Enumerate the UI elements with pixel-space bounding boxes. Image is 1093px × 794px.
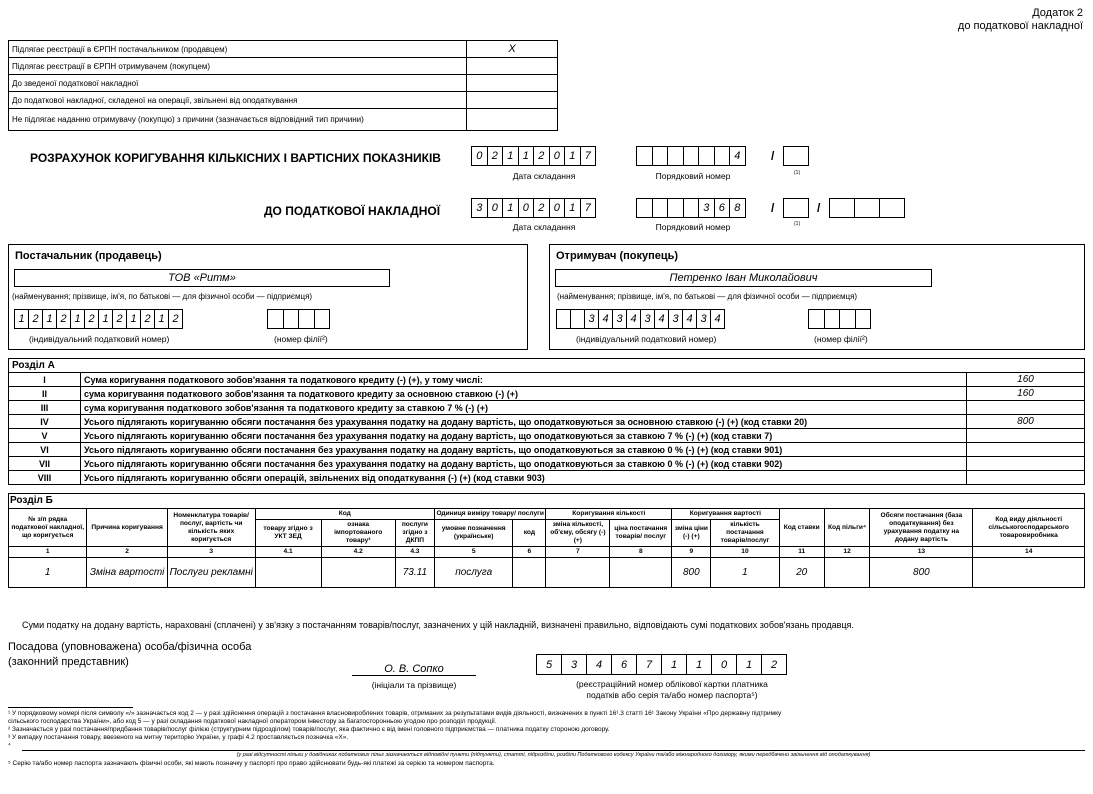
invoice-number-label: Порядковий номер [655, 222, 731, 232]
column-number: 12 [824, 547, 869, 558]
column-number: 1 [9, 547, 87, 558]
footnote-3: ³ У випадку постачання товару, ввезеного на митну територію України, у графі 4.2 проставляється позначка «Х». [8, 734, 349, 741]
section-a-table [8, 358, 1085, 485]
buyer-branch-cell[interactable] [824, 309, 841, 329]
seller-ipn-cell[interactable]: 2 [168, 309, 183, 329]
section-a-num: VI [9, 443, 81, 457]
invoice-code-cell[interactable] [783, 198, 809, 218]
signer-code-cell[interactable]: 1 [686, 654, 712, 675]
table-cell[interactable]: Зміна вартості [87, 558, 167, 588]
buyer-ipn-cell[interactable]: 4 [710, 309, 725, 329]
seller-ipn-cell[interactable]: 2 [140, 309, 155, 329]
buyer-ipn-cells [557, 309, 725, 329]
invoice-number-cell[interactable] [652, 198, 669, 218]
calc-code-cell[interactable] [783, 146, 809, 166]
section-a-num: VII [9, 457, 81, 471]
seller-ipn-cell[interactable]: 1 [126, 309, 141, 329]
section-a-row [9, 401, 1085, 415]
col-supply-volume: Обсяги постачання (база оподаткування) без урахування податку на додану вартість [870, 509, 973, 547]
col-dkpp: послуги згідно з ДКПП [395, 520, 434, 547]
signer-code-label-2: податків або серія та/або номер паспорта⁵) [586, 690, 758, 700]
buyer-ipn-cell[interactable] [570, 309, 585, 329]
column-number: 11 [779, 547, 824, 558]
table-cell[interactable] [321, 558, 395, 588]
seller-box [8, 244, 528, 350]
col-row-number: № з/п рядка податкової накладної, що коригується [9, 509, 87, 547]
section-a [8, 358, 1085, 485]
buyer-branch-cell[interactable] [808, 309, 825, 329]
signer-code-cell[interactable]: 4 [586, 654, 612, 675]
table-cell[interactable] [546, 558, 610, 588]
col-unit-name: умовне позначення (українське) [435, 520, 513, 547]
signer-code-cell[interactable]: 5 [536, 654, 562, 675]
column-number: 2 [87, 547, 167, 558]
invoice-branch-cell[interactable] [854, 198, 880, 218]
calc-date-cell[interactable]: 1 [502, 146, 519, 166]
registration-row [9, 92, 558, 109]
section-a-row [9, 457, 1085, 471]
section-a-num: III [9, 401, 81, 415]
col-nomenclature: Номенклатура товарів/послуг, вартість чи кількість яких коригується [167, 509, 255, 547]
signer-code-label-1: (реєстраційний номер облікової картки платника [576, 679, 768, 689]
appendix-sublabel: до податкової накладної [957, 20, 1083, 32]
table-cell[interactable]: 20 [779, 558, 824, 588]
column-number: 13 [870, 547, 973, 558]
calc-date-cell[interactable]: 2 [487, 146, 504, 166]
section-a-num: IV [9, 415, 81, 429]
column-number: 9 [672, 547, 711, 558]
calc-number-cell[interactable] [636, 146, 653, 166]
buyer-ipn-cell[interactable]: 4 [682, 309, 697, 329]
section-a-row [9, 471, 1085, 485]
registration-label: Не підлягає наданню отримувачу (покупцю) з причини (зазначається відповідний тип причини) [9, 109, 467, 131]
calc-date-cell[interactable]: 0 [549, 146, 566, 166]
invoice-slash: / [771, 201, 775, 215]
col-qty-correction: Коригування кількості [546, 509, 672, 520]
calc-date-cell[interactable]: 1 [518, 146, 535, 166]
section-a-text: Усього підлягають коригуванню обсяги постачання без урахування податку на додану вартість, що оподатковуються за ставкою 7 % (-) (+) (код ставки 7) [81, 429, 967, 443]
calc-date-cell[interactable]: 1 [564, 146, 581, 166]
buyer-branch-cells [809, 309, 871, 329]
signer-code-cell[interactable]: 2 [761, 654, 787, 675]
invoice-number-cell[interactable]: 3 [698, 198, 715, 218]
calc-number-cell[interactable] [683, 146, 700, 166]
column-number: 7 [546, 547, 610, 558]
buyer-ipn-cell[interactable]: 3 [640, 309, 655, 329]
table-cell[interactable] [255, 558, 321, 588]
seller-branch-label: (номер філії²) [274, 334, 328, 344]
buyer-branch-cell[interactable] [839, 309, 856, 329]
invoice-number-cell[interactable]: 6 [714, 198, 731, 218]
signer-name[interactable]: О. В. Сопко [352, 663, 476, 676]
signer-role [8, 640, 251, 670]
section-a-value[interactable]: 160 [967, 373, 1085, 387]
column-number: 4.2 [321, 547, 395, 558]
registration-mark[interactable] [467, 109, 558, 131]
invoice-date-cell[interactable]: 0 [518, 198, 535, 218]
section-a-text: Усього підлягають коригуванню обсяги операцій, звільнених від оподаткування (-) (+) (код ставки 903) [81, 471, 967, 485]
col-price-change: зміна ціни (-) (+) [672, 520, 711, 547]
col-price: ціна постачання товарів/ послуг [610, 520, 672, 547]
seller-ipn-cell[interactable]: 1 [98, 309, 113, 329]
statement: Суми податку на додану вартість, нараховані (сплачені) у зв'язку з постачанням товарів/послуг, зазначених у цій накладній, визначені правильно, відповідають сумі податкових зобов'язань продавця. [22, 620, 854, 630]
calc-date-label: Дата складання [512, 171, 576, 181]
footnote-divider [8, 707, 133, 708]
col-code: Код [255, 509, 434, 520]
column-number: 6 [513, 547, 546, 558]
section-a-row [9, 429, 1085, 443]
buyer-ipn-cell[interactable]: 4 [598, 309, 613, 329]
signer-code-cell[interactable]: 1 [736, 654, 762, 675]
registration-label: До податкової накладної, складеної на операції, звільнені від оподаткування [9, 92, 467, 109]
footnotes [8, 710, 1085, 768]
table-cell[interactable]: 800 [870, 558, 973, 588]
registration-mark[interactable]: Х [467, 41, 558, 58]
invoice-branch-cell[interactable] [829, 198, 855, 218]
section-b [8, 493, 1085, 588]
signer-code-label [540, 679, 804, 701]
section-a-value[interactable] [967, 471, 1085, 485]
footnote-5: ⁵ Серію та/або номер паспорта зазначають фізичні особи, які мають позначку у паспорті про право здійснювати будь-які платежі за серією та номером паспорта. [8, 760, 495, 767]
seller-branch-cell[interactable] [298, 309, 315, 329]
invoice-code-cells [784, 198, 809, 218]
calc-code-cells [784, 146, 809, 166]
invoice-date-cell[interactable]: 7 [580, 198, 597, 218]
table-cell[interactable]: 73.11 [395, 558, 434, 588]
seller-ipn-cell[interactable]: 2 [28, 309, 43, 329]
col-import-mark: ознака імпортованого товару³ [321, 520, 395, 547]
footnote-4-text: (у разі відсутності пільги у довідниках податкових пільг зазначаються відповідні пункти (підпункти), статті, підрозділи, розділи Податкового кодексу України та/або міжнародного договору, якими передбачено звільнення від оподаткування) [22, 750, 1085, 760]
section-a-row [9, 387, 1085, 401]
column-numbers-row [9, 547, 1085, 558]
section-a-value[interactable] [967, 457, 1085, 471]
registration-table [8, 40, 558, 131]
section-a-value[interactable] [967, 429, 1085, 443]
column-number: 4.1 [255, 547, 321, 558]
footnote-1b: сільського господарства України», або код 5 — у разі складання податкової накладної оператором інвестору за багатосторонньою угодою про розподіл продукції. [8, 718, 497, 725]
seller-title: Постачальник (продавець) [15, 250, 162, 262]
buyer-ipn-cell[interactable]: 3 [584, 309, 599, 329]
section-a-text: Усього підлягають коригуванню обсяги постачання без урахування податку на додану вартість, що оподатковуються за ставкою 0 % (-) (+) (код ставки 901) [81, 443, 967, 457]
section-a-value[interactable]: 800 [967, 415, 1085, 429]
seller-branch-cell[interactable] [314, 309, 331, 329]
buyer-branch-cell[interactable] [855, 309, 872, 329]
invoice-branch-cell[interactable] [879, 198, 905, 218]
section-a-num: I [9, 373, 81, 387]
seller-ipn-cell[interactable]: 2 [56, 309, 71, 329]
buyer-ipn-cell[interactable]: 3 [668, 309, 683, 329]
buyer-ipn-cell[interactable]: 3 [612, 309, 627, 329]
col-qty-change: зміна кількості, об'єму, обсягу (-) (+) [546, 520, 610, 547]
seller-ipn-cells [15, 309, 183, 329]
seller-ipn-label: (індивідуальний податковий номер) [29, 334, 170, 344]
registration-label: Підлягає реєстрації в ЄРПН отримувачем (покупцем) [9, 58, 467, 75]
section-a-row [9, 443, 1085, 457]
signer-code-cell[interactable]: 0 [711, 654, 737, 675]
form-header [958, 7, 1083, 33]
seller-ipn-cell[interactable]: 1 [70, 309, 85, 329]
registration-mark[interactable] [467, 75, 558, 92]
column-number: 10 [711, 547, 779, 558]
seller-ipn-cell[interactable]: 1 [154, 309, 169, 329]
signer-role-line2: (законний представник) [8, 656, 129, 668]
section-b-title: Розділ Б [9, 494, 1085, 509]
calc-note: (1) [794, 170, 801, 176]
column-number: 8 [610, 547, 672, 558]
section-a-title: Розділ А [9, 359, 1085, 373]
seller-ipn-cell[interactable]: 1 [14, 309, 29, 329]
registration-mark[interactable] [467, 58, 558, 75]
invoice-number-cell[interactable] [636, 198, 653, 218]
invoice-date-cell[interactable]: 0 [549, 198, 566, 218]
buyer-ipn-label: (індивідуальний податковий номер) [576, 334, 717, 344]
footnote-4: ⁴ [8, 742, 11, 749]
invoice-number-cell[interactable] [667, 198, 684, 218]
registration-label: До зведеної податкової накладної [9, 75, 467, 92]
buyer-ipn-cell[interactable]: 4 [654, 309, 669, 329]
section-a-num: VIII [9, 471, 81, 485]
table-cell[interactable] [824, 558, 869, 588]
calc-number-cell[interactable] [714, 146, 731, 166]
footnote-1: ¹ У порядковому номері після символу «/» зазначається код 2 — у разі здійснення операцій з постачання власновироблених товарів, отриманих за результатами видів діяльності, визначених в пункті 16¹.3 статті 16¹ Закону України «Про державну підтримку [8, 710, 782, 717]
invoice-date-cell[interactable]: 1 [564, 198, 581, 218]
calc-date-cell[interactable]: 0 [471, 146, 488, 166]
invoice-slash-2: / [817, 201, 821, 215]
section-a-value[interactable] [967, 401, 1085, 415]
calc-number-label: Порядковий номер [655, 171, 731, 181]
buyer-title: Отримувач (покупець) [556, 250, 679, 262]
buyer-name[interactable]: Петренко Іван Миколайович [555, 269, 932, 287]
invoice-number-cell[interactable]: 8 [729, 198, 746, 218]
calc-number-cells [637, 146, 746, 166]
invoice-date-label: Дата складання [512, 222, 576, 232]
calc-title: РОЗРАХУНОК КОРИГУВАННЯ КІЛЬКІСНИХ І ВАРТІСНИХ ПОКАЗНИКІВ [30, 151, 441, 165]
table-cell[interactable] [513, 558, 546, 588]
registration-row [9, 41, 558, 58]
section-a-value[interactable] [967, 443, 1085, 457]
column-number: 4.3 [395, 547, 434, 558]
buyer-box [549, 244, 1085, 350]
seller-ipn-cell[interactable]: 2 [84, 309, 99, 329]
table-cell[interactable]: Послуги рекламні [167, 558, 255, 588]
section-b-table [8, 493, 1085, 588]
buyer-ipn-cell[interactable] [556, 309, 571, 329]
buyer-name-label: (найменування; прізвище, ім'я, по батькові — для фізичної особи — підприємця) [557, 292, 858, 301]
col-unit: Одиниця виміру товару/ послуги [435, 509, 546, 520]
col-benefit-code: Код пільги⁴ [824, 509, 869, 547]
column-number: 3 [167, 547, 255, 558]
col-supply-qty: кількість постачання товарів/послуг [711, 520, 779, 547]
table-cell[interactable]: послуга [435, 558, 513, 588]
registration-mark[interactable] [467, 92, 558, 109]
seller-ipn-cell[interactable]: 2 [112, 309, 127, 329]
registration-label: Підлягає реєстрації в ЄРПН постачальником (продавцем) [9, 41, 467, 58]
seller-branch-cell[interactable] [283, 309, 300, 329]
section-a-text: Усього підлягають коригуванню обсяги постачання без урахування податку на додану вартість, що оподатковуються за основною ставкою (-) (+) (код ставки 20) [81, 415, 967, 429]
table-cell[interactable]: 800 [672, 558, 711, 588]
calc-number-cell[interactable] [698, 146, 715, 166]
signer-role-line1: Посадова (уповноважена) особа/фізична особа [8, 641, 252, 653]
invoice-number-cells [637, 198, 746, 218]
calc-number-cell[interactable] [667, 146, 684, 166]
invoice-title: ДО ПОДАТКОВОЇ НАКЛАДНОЇ [264, 204, 441, 218]
buyer-ipn-cell[interactable]: 4 [626, 309, 641, 329]
table-row [9, 558, 1085, 588]
section-a-text: сума коригування податкового зобов'язання та податкового кредиту за ставкою 7 % (-) (+) [81, 401, 967, 415]
seller-branch-cell[interactable] [267, 309, 284, 329]
invoice-date-cell[interactable]: 0 [487, 198, 504, 218]
invoice-branch-cells [830, 198, 905, 218]
table-cell[interactable]: 1 [711, 558, 779, 588]
col-uktzed: товару згідно з УКТ ЗЕД [255, 520, 321, 547]
section-a-text: сума коригування податкового зобов'язання та податкового кредиту за основною ставкою (-) (+) [81, 387, 967, 401]
footnote-2: ² Зазначається у разі постачання/придбання товарів/послуг філією (структурним підрозділом) товарів/послуг, яка фактично є від імені головного підприємства — платника податку стороною договору. [8, 726, 610, 733]
calc-date-cell[interactable]: 7 [580, 146, 597, 166]
seller-branch-cells [268, 309, 330, 329]
registration-row [9, 58, 558, 75]
section-a-num: V [9, 429, 81, 443]
registration-row [9, 75, 558, 92]
signer-code-cell[interactable]: 1 [661, 654, 687, 675]
invoice-date-cell[interactable]: 1 [502, 198, 519, 218]
table-cell[interactable]: 1 [9, 558, 87, 588]
section-a-row [9, 373, 1085, 387]
table-cell[interactable] [973, 558, 1085, 588]
column-number: 14 [973, 547, 1085, 558]
calc-number-cell[interactable] [652, 146, 669, 166]
calc-date-cells [472, 146, 596, 166]
invoice-date-cell[interactable]: 3 [471, 198, 488, 218]
section-a-text: Сума коригування податкового зобов'язання та податкового кредиту (-) (+), у тому числі: [81, 373, 967, 387]
section-a-value[interactable]: 160 [967, 387, 1085, 401]
calc-number-cell[interactable]: 4 [729, 146, 746, 166]
buyer-branch-label: (номер філії²) [814, 334, 868, 344]
seller-name-label: (найменування; прізвище, ім'я, по батькові — для фізичної особи — підприємця) [12, 292, 313, 301]
signer-code-cell[interactable]: 7 [636, 654, 662, 675]
signer-code-cells [537, 654, 787, 675]
invoice-date-cell[interactable]: 2 [533, 198, 550, 218]
buyer-ipn-cell[interactable]: 3 [696, 309, 711, 329]
section-a-text: Усього підлягають коригуванню обсяги постачання без урахування податку на додану вартість, що оподатковуються за ставкою 0 % (-) (+) (код ставки 902) [81, 457, 967, 471]
col-activity-code: Код виду діяльності сільськогосподарського товаровиробника [973, 509, 1085, 547]
col-value-correction: Коригування вартості [672, 509, 779, 520]
col-unit-code: код [513, 520, 546, 547]
table-cell[interactable] [610, 558, 672, 588]
seller-name[interactable]: ТОВ «Ритм» [14, 269, 390, 287]
invoice-note: (1) [794, 221, 801, 227]
section-a-num: II [9, 387, 81, 401]
registration-row [9, 109, 558, 131]
signer-code-cell[interactable]: 6 [611, 654, 637, 675]
section-a-row [9, 415, 1085, 429]
appendix-label: Додаток 2 [1032, 7, 1083, 19]
signer-code-cell[interactable]: 3 [561, 654, 587, 675]
calc-date-cell[interactable]: 2 [533, 146, 550, 166]
calc-slash: / [771, 149, 775, 163]
invoice-number-cell[interactable] [683, 198, 700, 218]
seller-ipn-cell[interactable]: 1 [42, 309, 57, 329]
column-number: 5 [435, 547, 513, 558]
col-rate-code: Код ставки [779, 509, 824, 547]
col-reason: Причина коригування [87, 509, 167, 547]
signer-name-label: (ініціали та прізвище) [371, 680, 457, 690]
invoice-date-cells [472, 198, 596, 218]
